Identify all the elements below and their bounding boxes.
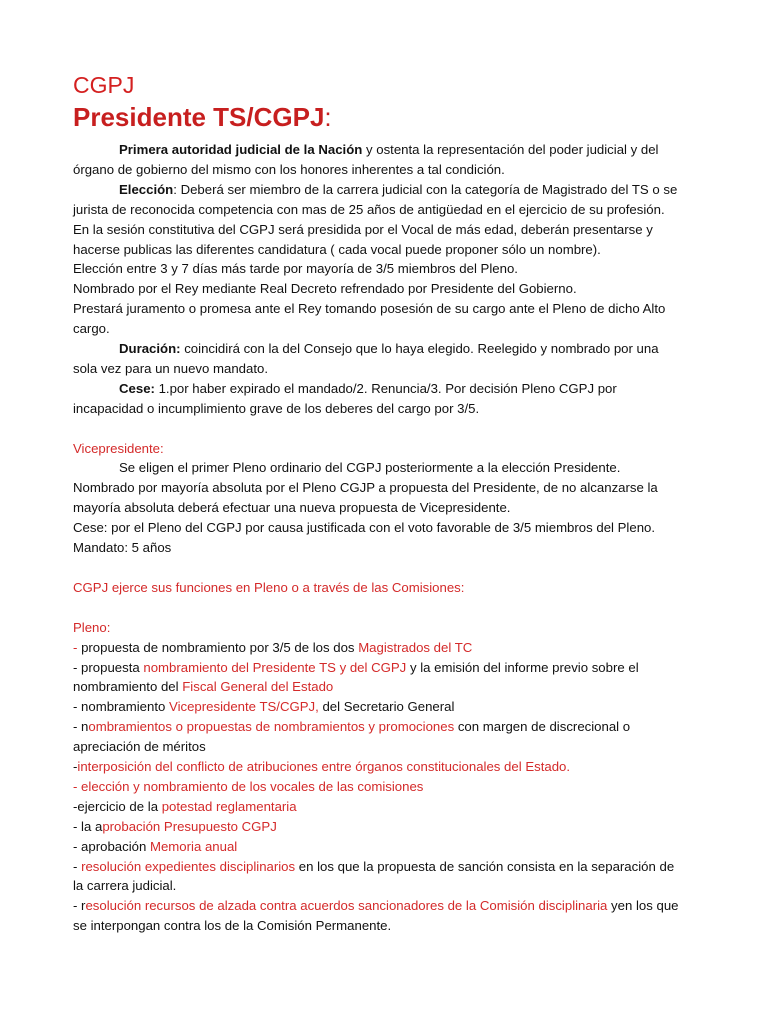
section-heading-presidente <box>73 102 703 136</box>
list-item-continuation: se interpongan contra los de la Comisión Permanente. <box>73 918 392 934</box>
spacer <box>73 419 703 439</box>
text-line: Prestará juramento o promesa ante el Rey tomando posesión de su cargo ante el Pleno de dicho Alto <box>73 301 666 317</box>
list-item <box>73 837 703 857</box>
section-heading-text: Presidente TS/CGPJ <box>73 102 325 132</box>
text-span: - <box>73 639 82 655</box>
section-heading-colon: : <box>324 102 332 132</box>
text-span: nombramiento del <box>73 679 183 695</box>
text-span: yen los que <box>607 898 679 914</box>
text-span: propuesta de nombramiento por 3/5 de los dos <box>81 639 359 655</box>
text-span: : Deberá ser miembro de la carrera judicial con la categoría de Magistrado del TS o se <box>173 181 678 197</box>
cese-paragraph <box>73 379 703 399</box>
list-item <box>73 857 703 877</box>
text-span: - propuesta <box>73 659 144 675</box>
list-item <box>73 697 703 717</box>
highlight-span: probación Presupuesto CGPJ <box>102 818 277 834</box>
highlight-span: Memoria anual <box>149 838 238 854</box>
text-span: con margen de discrecional o <box>454 719 631 735</box>
highlight-span: Vicepresidente TS/CGPJ, <box>169 699 319 715</box>
text-span: del Secretario General <box>318 699 455 715</box>
text-span: -ejercicio de la <box>73 798 162 814</box>
highlight-span: Fiscal General del Estado <box>182 679 334 695</box>
page-title: CGPJ <box>73 72 135 98</box>
duracion-label: Duración: <box>119 341 181 357</box>
list-item-continuation <box>73 677 703 697</box>
text-line: órgano de gobierno del mismo con los honores inherentes a tal condición. <box>73 161 505 177</box>
presidente-bold-lead: Primera autoridad judicial de la Nación <box>119 142 363 157</box>
list-item <box>73 817 703 837</box>
text-line: cargo. <box>73 321 110 337</box>
highlight-span: ombramientos o propuestas de nombramientos y promociones <box>88 719 455 735</box>
text-span: coincidirá con la del Consejo que lo haya elegido. Reelegido y nombrado por una <box>180 341 659 357</box>
highlight-span: interposición del conflicto de atribuciones entre órganos constitucionales del Estado. <box>77 759 571 775</box>
highlight-span: esolución recursos de alzada contra acuerdos sancionadores de la Comisión disciplinaria <box>85 898 608 914</box>
list-item <box>73 797 703 817</box>
spacer <box>73 598 703 618</box>
text-line: mayoría absoluta deberá efectuar una nueva propuesta de Vicepresidente. <box>73 500 511 516</box>
text-span: - n <box>73 719 89 735</box>
highlight-span: Magistrados del TC <box>358 639 473 655</box>
text-line: Cese: por el Pleno del CGPJ por causa justificada con el voto favorable de 3/5 miembros del Pleno. <box>73 520 656 536</box>
list-item-continuation: la carrera judicial. <box>73 878 177 894</box>
text-span: y ostenta la representación del poder judicial y del <box>362 142 659 157</box>
text-line: Nombrado por mayoría absoluta por el Pleno CGJP a propuesta del Presidente, de no alcanzarse la <box>73 480 658 496</box>
list-item <box>73 638 703 658</box>
text-span: y la emisión del informe previo sobre el <box>406 659 639 675</box>
list-item <box>73 896 703 916</box>
cese-label: Cese: <box>119 380 155 396</box>
text-line: En la sesión constitutiva del CGPJ será presidida por el Vocal de más edad, deberán presentarse y <box>73 221 653 237</box>
presidente-paragraph-1 <box>73 140 703 160</box>
text-span: - <box>73 858 82 874</box>
text-span: - <box>73 759 78 775</box>
text-line: Se eligen el primer Pleno ordinario del CGPJ posteriormente a la elección Presidente. <box>119 460 621 476</box>
text-span: - nombramiento <box>73 699 170 715</box>
list-item <box>73 717 703 737</box>
text-line: jurista de reconocida competencia con mas de 25 años de antigüedad en el ejercicio de su profesión. <box>73 201 665 217</box>
text-span: 1.por haber expirado el mandado/2. Renuncia/3. Por decisión Pleno CGPJ por <box>154 380 617 396</box>
text-span: - aprobación <box>73 838 150 854</box>
text-line: hacerse publicas las diferentes candidatura ( cada vocal puede proponer sólo un nombre). <box>73 241 601 257</box>
text-line: incapacidad o incumplimiento grave de los deberes del cargo por 3/5. <box>73 400 480 416</box>
vicepresidente-heading: Vicepresidente: <box>73 440 164 456</box>
duracion-paragraph <box>73 339 703 359</box>
text-span: - la a <box>73 818 103 834</box>
spacer <box>73 558 703 578</box>
funciones-heading: CGPJ ejerce sus funciones en Pleno o a través de las Comisiones: <box>73 579 465 595</box>
pleno-heading: Pleno: <box>73 619 111 635</box>
document-content <box>73 70 703 936</box>
text-span: en los que la propuesta de sanción consista en la separación de <box>295 858 675 874</box>
highlight-span: nombramiento del Presidente TS y del CGPJ <box>143 659 407 675</box>
eleccion-label: Elección <box>119 181 174 197</box>
list-item <box>73 658 703 678</box>
list-item <box>73 757 703 777</box>
list-item-continuation: apreciación de méritos <box>73 739 206 755</box>
highlight-span: potestad reglamentaria <box>161 798 297 814</box>
text-line: Elección entre 3 y 7 días más tarde por mayoría de 3/5 miembros del Pleno. <box>73 261 518 277</box>
highlight-span: resolución expedientes disciplinarios <box>81 858 296 874</box>
text-span: - r <box>73 898 86 914</box>
eleccion-paragraph <box>73 180 703 200</box>
list-item: - elección y nombramiento de los vocales de las comisiones <box>73 778 424 794</box>
text-line: Mandato: 5 años <box>73 540 172 556</box>
text-line: Nombrado por el Rey mediante Real Decreto refrendado por Presidente del Gobierno. <box>73 281 577 297</box>
text-line: sola vez para un nuevo mandato. <box>73 360 269 376</box>
